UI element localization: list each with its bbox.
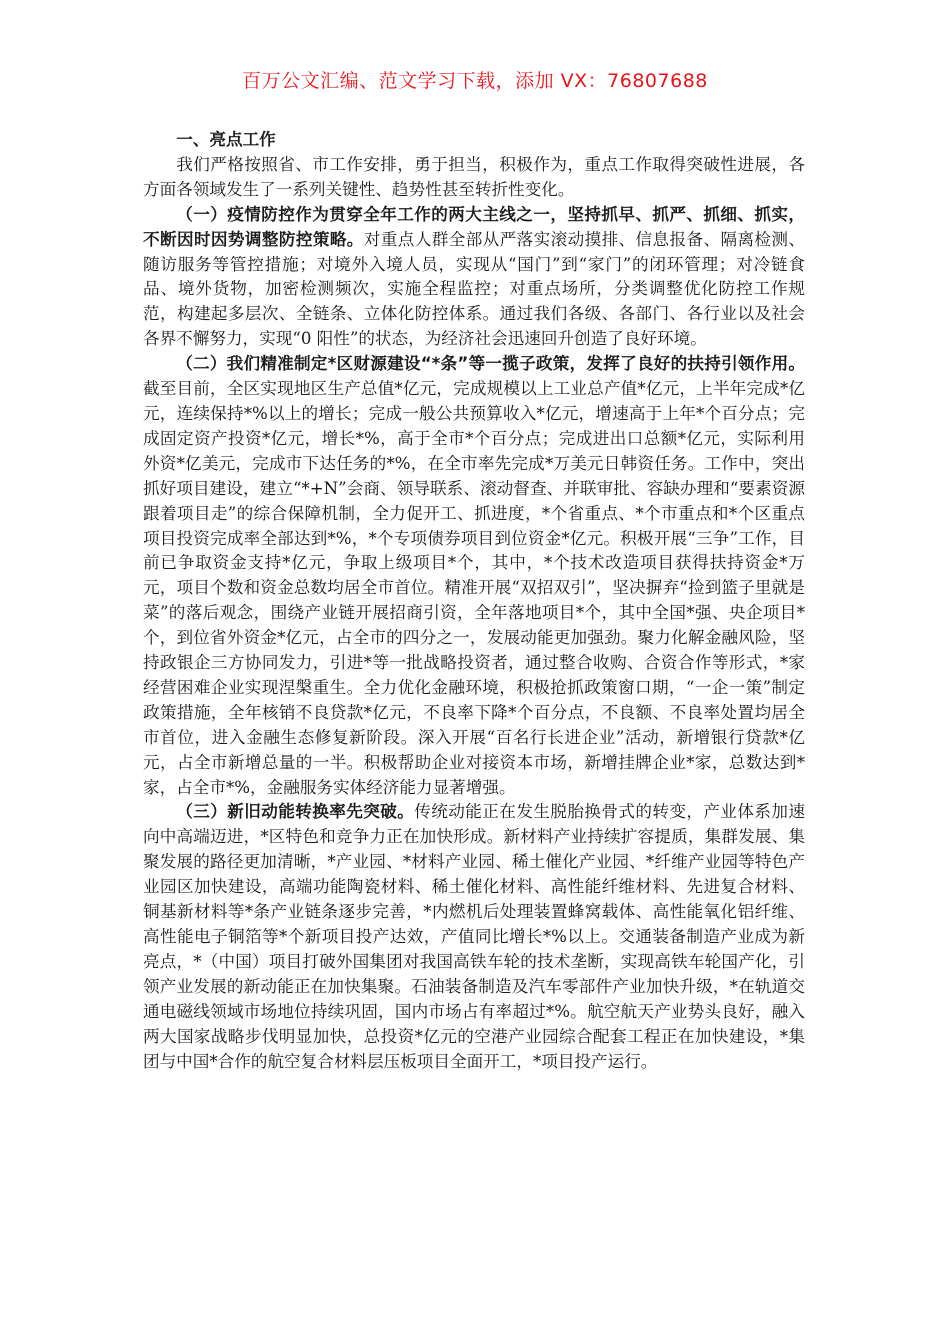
document-body	[143, 128, 805, 1074]
paragraph-body: 截至目前，全区实现地区生产总值*亿元，完成规模以上工业总产值*亿元，上半年完成*亿元，连续保持*%以上的增长；完成一般公共预算收入*亿元，增速高于上年*个百分点；完成固定资产投资*亿元，增长*%，高于全市*个百分点；完成进出口总额*亿元，实际利用外资*亿美元，完成市下达任务的*%，在全市率先完成*万美元日韩资任务。工作中，突出抓好项目建设，建立“*+N”会商、领导联系、滚动督查、并联审批、容缺办理和“要素资源跟着项目走”的综合保障机制，全力促开工、抓进度，*个省重点、*个市重点和*个区重点项目投资完成率全部达到*%，*个专项债券项目到位资金*亿元。积极开展“三争”工作，目前已争取资金支持*亿元，争取上级项目*个，其中，*个技术改造项目获得扶持资金*万元，项目个数和资金总数均居全市首位。精准开展“双招双引”，坚决摒弃“捡到篮子里就是菜”的落后观念，围绕产业链开展招商引资，全年落地项目*个，其中全国*强、央企项目*个，到位省外资金*亿元，占全市的四分之一，发展动能更加强劲。聚力化解金融风险，坚持政银企三方协同发力，引进*等一批战略投资者，通过整合收购、合资合作等形式，*家经营困难企业实现涅槃重生。全力优化金融环境，积极抢抓政策窗口期，“一企一策”制定政策措施，全年核销不良贷款*亿元，不良率下降*个百分点，不良额、不良率处置均居全市首位，进入金融生态修复新阶段。深入开展“百名行长进企业”活动，新增银行贷款*亿元，占全市新增总量的一半。积极帮助企业对接资本市场，新增挂牌企业*家，总数达到*家，占全市*%，金融服务实体经济能力显著增强。	[143, 379, 805, 797]
section-title: 一、亮点工作	[176, 130, 276, 149]
paragraph-body: 传统动能正在发生脱胎换骨式的转变，产业体系加速向中高端迈进，*区特色和竞争力正在加快形成。新材料产业持续扩容提质，集群发展、集聚发展的路径更加清晰，*产业园、*材料产业园、稀土催化产业园、*纤维产业园等特色产业园区加快建设，高端功能陶瓷材料、稀土催化材料、高性能纤维材料、先进复合材料、铜基新材料等*条产业链条逐步完善，*内燃机后处理装置蜂窝载体、高性能氧化铝纤维、高性能电子铜箔等*个新项目投产达效，产值同比增长*%以上。交通装备制造产业成为新亮点，*（中国）项目打破外国集团对我国高铁车轮的技术垄断，实现高铁车轮国产化，引领产业发展的新动能正在加快集聚。石油装备制造及汽车零部件产业加快升级，*在轨道交通电磁线领域市场地位持续巩固，国内市场占有率超过*%。航空航天产业势头良好，融入两大国家战略步伐明显加快，总投资*亿元的空港产业园综合配套工程正在加快建设，*集团与中国*合作的航空复合材料层压板项目全面开工，*项目投产运行。	[143, 802, 806, 1071]
paragraph-body: 对重点人群全部从严落实滚动摸排、信息报备、隔离检测、随访服务等管控措施；对境外入境人员，实现从“国门”到“家门”的闭环管理；对冷链食品、境外货物，加密检测频次，实施全程监控；对重点场所，分类调整优化防控工作规范，构建起多层次、全链条、立体化防控体系。通过我们各级、各部门、各行业以及社会各界不懈努力，实现“0 阳性”的状态，为经济社会迅速回升创造了良好环境。	[143, 229, 805, 349]
paragraph-lead: （二）我们精准制定*区财源建设“*条”等一揽子政策，发挥了良好的扶持引领作用。	[176, 354, 805, 374]
paragraph-lead: （三）新旧动能转换率先突破。	[176, 802, 415, 822]
paragraph-epidemic	[143, 203, 805, 352]
intro-paragraph: 我们严格按照省、市工作安排，勇于担当，积极作为，重点工作取得突破性进展，各方面各领域发生了一系列关键性、趋势性甚至转折性变化。	[143, 154, 805, 199]
watermark-banner: 百万公文汇编、范文学习下载，添加 VX：76807688	[242, 70, 708, 92]
paragraph-finance	[143, 352, 805, 800]
paragraph-lead: （一）疫情防控作为贯穿全年工作的两大主线之一，坚持抓早、抓严、抓细、抓实，不断因时因势调整防控策略。	[143, 204, 805, 249]
paragraph-new-energy	[143, 800, 805, 1074]
